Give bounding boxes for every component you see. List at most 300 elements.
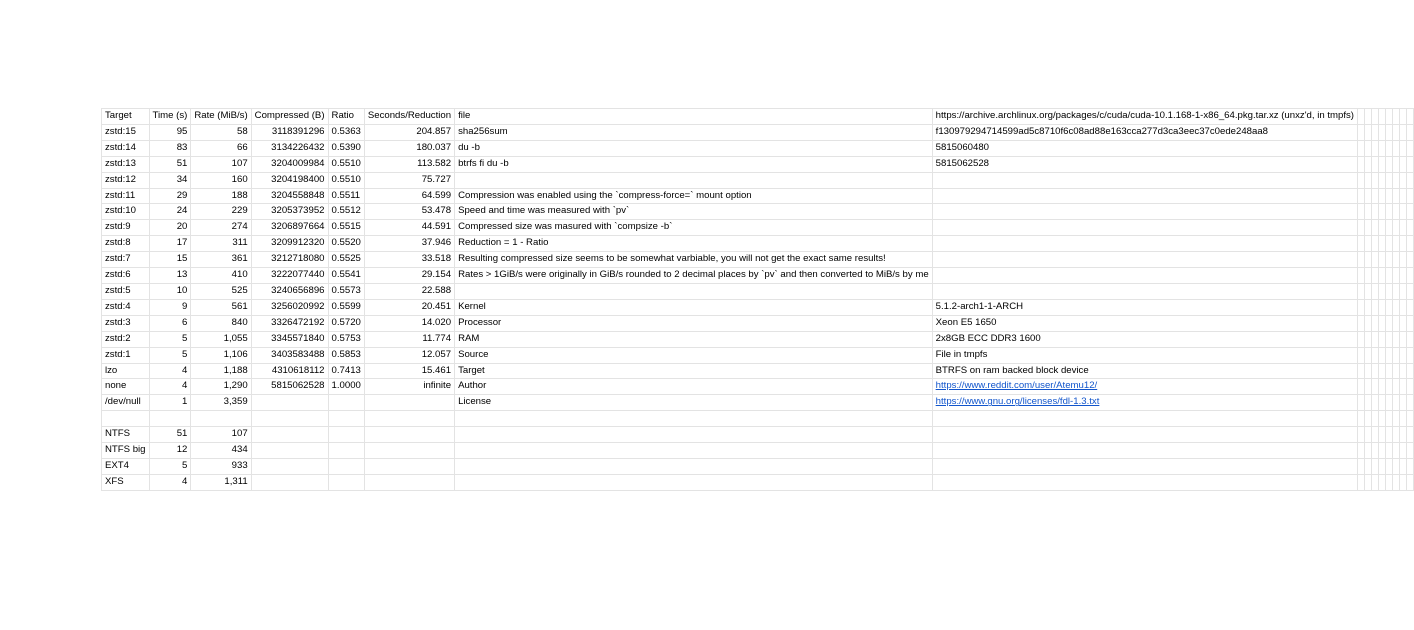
empty-cell[interactable] — [1406, 109, 1413, 125]
info-value-cell[interactable]: https://archive.archlinux.org/packages/c/cuda/cuda-10.1.168-1-x86_64.pkg.tar.xz (unxz'd, in tmpfs) — [932, 109, 1357, 125]
empty-cell[interactable] — [1357, 109, 1364, 125]
empty-cell[interactable] — [1392, 188, 1399, 204]
data-cell[interactable]: 66 — [191, 140, 251, 156]
info-label-cell[interactable]: sha256sum — [455, 124, 933, 140]
info-value-cell[interactable]: Xeon E5 1650 — [932, 315, 1357, 331]
data-cell[interactable]: zstd:9 — [102, 220, 150, 236]
data-cell[interactable] — [328, 427, 364, 443]
empty-cell[interactable] — [1378, 443, 1385, 459]
data-cell[interactable]: 3204009984 — [251, 156, 328, 172]
empty-cell[interactable] — [455, 458, 933, 474]
data-cell[interactable]: 0.5390 — [328, 140, 364, 156]
data-cell[interactable]: 24 — [149, 204, 191, 220]
empty-cell[interactable] — [1406, 331, 1413, 347]
info-value-cell[interactable] — [932, 188, 1357, 204]
data-cell[interactable]: 1 — [149, 395, 191, 411]
data-cell[interactable]: 107 — [191, 427, 251, 443]
empty-cell[interactable] — [1399, 140, 1406, 156]
empty-cell[interactable] — [1406, 347, 1413, 363]
empty-cell[interactable] — [1385, 411, 1392, 427]
data-cell[interactable]: 4310618112 — [251, 363, 328, 379]
data-cell[interactable]: zstd:4 — [102, 299, 150, 315]
data-cell[interactable]: 0.5753 — [328, 331, 364, 347]
empty-cell[interactable] — [1406, 220, 1413, 236]
info-label-cell[interactable]: Author — [455, 379, 933, 395]
data-cell[interactable]: 4 — [149, 474, 191, 490]
empty-cell[interactable] — [1385, 458, 1392, 474]
data-cell[interactable] — [364, 411, 454, 427]
empty-cell[interactable] — [1371, 172, 1378, 188]
info-value-cell[interactable]: 5815060480 — [932, 140, 1357, 156]
data-cell[interactable]: 274 — [191, 220, 251, 236]
info-value-cell[interactable]: File in tmpfs — [932, 347, 1357, 363]
data-cell[interactable]: 37.946 — [364, 236, 454, 252]
info-label-cell[interactable]: Speed and time was measured with `pv` — [455, 204, 933, 220]
data-cell[interactable]: 1.0000 — [328, 379, 364, 395]
data-cell[interactable]: 3256020992 — [251, 299, 328, 315]
info-value-cell[interactable]: f130979294714599ad5c8710f6c08ad88e163cca277d3ca3eec37c0ede248aa8 — [932, 124, 1357, 140]
empty-cell[interactable] — [1385, 124, 1392, 140]
info-value-cell[interactable] — [932, 252, 1357, 268]
empty-cell[interactable] — [1406, 236, 1413, 252]
empty-cell[interactable] — [1371, 220, 1378, 236]
empty-cell[interactable] — [1392, 220, 1399, 236]
empty-cell[interactable] — [1385, 252, 1392, 268]
data-cell[interactable] — [364, 443, 454, 459]
empty-cell[interactable] — [1399, 220, 1406, 236]
empty-cell[interactable] — [1392, 411, 1399, 427]
empty-cell[interactable] — [455, 474, 933, 490]
empty-cell[interactable] — [1385, 172, 1392, 188]
empty-cell[interactable] — [1357, 252, 1364, 268]
empty-cell[interactable] — [1364, 124, 1371, 140]
empty-cell[interactable] — [1385, 331, 1392, 347]
empty-cell[interactable] — [1392, 427, 1399, 443]
empty-cell[interactable] — [1371, 140, 1378, 156]
data-cell[interactable]: 561 — [191, 299, 251, 315]
empty-cell[interactable] — [1364, 379, 1371, 395]
empty-cell[interactable] — [1406, 252, 1413, 268]
data-cell[interactable]: 3206897664 — [251, 220, 328, 236]
data-cell[interactable]: 229 — [191, 204, 251, 220]
empty-cell[interactable] — [1392, 331, 1399, 347]
empty-cell[interactable] — [1364, 299, 1371, 315]
empty-cell[interactable] — [1378, 458, 1385, 474]
info-label-cell[interactable]: btrfs fi du -b — [455, 156, 933, 172]
empty-cell[interactable] — [1399, 427, 1406, 443]
empty-cell[interactable] — [1371, 156, 1378, 172]
empty-cell[interactable] — [1392, 379, 1399, 395]
info-label-cell[interactable]: RAM — [455, 331, 933, 347]
data-cell[interactable] — [328, 458, 364, 474]
info-label-cell[interactable]: Compression was enabled using the `compress-force=` mount option — [455, 188, 933, 204]
data-cell[interactable]: 0.5510 — [328, 156, 364, 172]
empty-cell[interactable] — [1378, 140, 1385, 156]
data-cell[interactable]: 0.5541 — [328, 268, 364, 284]
empty-cell[interactable] — [1371, 379, 1378, 395]
data-cell[interactable]: 3240656896 — [251, 283, 328, 299]
empty-cell[interactable] — [1357, 283, 1364, 299]
empty-cell[interactable] — [1364, 220, 1371, 236]
data-cell[interactable]: 3212718080 — [251, 252, 328, 268]
data-cell[interactable]: 53.478 — [364, 204, 454, 220]
empty-cell[interactable] — [1392, 204, 1399, 220]
data-cell[interactable]: 1,055 — [191, 331, 251, 347]
empty-cell[interactable] — [1385, 427, 1392, 443]
empty-cell[interactable] — [1392, 236, 1399, 252]
info-label-cell[interactable]: Reduction = 1 - Ratio — [455, 236, 933, 252]
data-cell[interactable]: zstd:2 — [102, 331, 150, 347]
data-cell[interactable]: 1,188 — [191, 363, 251, 379]
info-label-cell[interactable] — [455, 283, 933, 299]
empty-cell[interactable] — [1357, 427, 1364, 443]
data-cell[interactable]: 434 — [191, 443, 251, 459]
empty-cell[interactable] — [932, 411, 1357, 427]
data-cell[interactable] — [251, 411, 328, 427]
data-cell[interactable]: 34 — [149, 172, 191, 188]
info-value-cell[interactable] — [932, 268, 1357, 284]
data-cell[interactable] — [191, 411, 251, 427]
empty-cell[interactable] — [1357, 395, 1364, 411]
data-cell[interactable]: 3118391296 — [251, 124, 328, 140]
empty-cell[interactable] — [1364, 283, 1371, 299]
empty-cell[interactable] — [1399, 268, 1406, 284]
data-cell[interactable]: 113.582 — [364, 156, 454, 172]
empty-cell[interactable] — [1364, 236, 1371, 252]
empty-cell[interactable] — [1378, 268, 1385, 284]
info-label-cell[interactable]: Processor — [455, 315, 933, 331]
empty-cell[interactable] — [1406, 411, 1413, 427]
column-header-cell[interactable]: Target — [102, 109, 150, 125]
data-cell[interactable] — [364, 474, 454, 490]
empty-cell[interactable] — [1378, 379, 1385, 395]
empty-cell[interactable] — [1392, 474, 1399, 490]
data-cell[interactable]: 20.451 — [364, 299, 454, 315]
empty-cell[interactable] — [1406, 474, 1413, 490]
data-cell[interactable]: 0.5573 — [328, 283, 364, 299]
empty-cell[interactable] — [1385, 140, 1392, 156]
info-value-cell[interactable] — [932, 204, 1357, 220]
data-cell[interactable]: 15 — [149, 252, 191, 268]
empty-cell[interactable] — [1378, 315, 1385, 331]
empty-cell[interactable] — [1406, 140, 1413, 156]
empty-cell[interactable] — [1364, 268, 1371, 284]
empty-cell[interactable] — [1399, 315, 1406, 331]
empty-cell[interactable] — [1371, 427, 1378, 443]
empty-cell[interactable] — [1357, 140, 1364, 156]
empty-cell[interactable] — [1357, 188, 1364, 204]
data-cell[interactable]: 3,359 — [191, 395, 251, 411]
data-cell[interactable]: zstd:3 — [102, 315, 150, 331]
empty-cell[interactable] — [1385, 268, 1392, 284]
data-cell[interactable]: 0.5511 — [328, 188, 364, 204]
data-cell[interactable]: zstd:13 — [102, 156, 150, 172]
empty-cell[interactable] — [1392, 395, 1399, 411]
empty-cell[interactable] — [1392, 109, 1399, 125]
empty-cell[interactable] — [1399, 109, 1406, 125]
data-cell[interactable] — [251, 427, 328, 443]
data-cell[interactable]: 29 — [149, 188, 191, 204]
data-cell[interactable]: 44.591 — [364, 220, 454, 236]
empty-cell[interactable] — [1357, 331, 1364, 347]
data-cell[interactable]: 5 — [149, 347, 191, 363]
info-label-cell[interactable]: Resulting compressed size seems to be somewhat varbiable, you will not get the exact same results! — [455, 252, 933, 268]
data-cell[interactable] — [364, 458, 454, 474]
data-cell[interactable]: 933 — [191, 458, 251, 474]
empty-cell[interactable] — [1371, 458, 1378, 474]
empty-cell[interactable] — [1357, 474, 1364, 490]
data-cell[interactable]: NTFS big — [102, 443, 150, 459]
empty-cell[interactable] — [1364, 109, 1371, 125]
empty-cell[interactable] — [1378, 299, 1385, 315]
data-cell[interactable]: 1,290 — [191, 379, 251, 395]
empty-cell[interactable] — [1371, 443, 1378, 459]
data-cell[interactable]: 3403583488 — [251, 347, 328, 363]
empty-cell[interactable] — [1357, 220, 1364, 236]
empty-cell[interactable] — [932, 474, 1357, 490]
data-cell[interactable]: 410 — [191, 268, 251, 284]
empty-cell[interactable] — [1364, 188, 1371, 204]
empty-cell[interactable] — [1364, 443, 1371, 459]
empty-cell[interactable] — [1385, 109, 1392, 125]
empty-cell[interactable] — [1378, 188, 1385, 204]
info-link-cell[interactable] — [932, 379, 1357, 395]
empty-cell[interactable] — [1371, 315, 1378, 331]
info-label-cell[interactable]: Rates > 1GiB/s were originally in GiB/s rounded to 2 decimal places by `pv` and then converted to MiB/s by me — [455, 268, 933, 284]
empty-cell[interactable] — [1392, 363, 1399, 379]
empty-cell[interactable] — [1378, 411, 1385, 427]
empty-cell[interactable] — [1392, 283, 1399, 299]
data-cell[interactable]: 13 — [149, 268, 191, 284]
info-label-cell[interactable]: Compressed size was masured with `compsize -b` — [455, 220, 933, 236]
empty-cell[interactable] — [1399, 172, 1406, 188]
column-header-cell[interactable]: Ratio — [328, 109, 364, 125]
empty-cell[interactable] — [1406, 204, 1413, 220]
data-cell[interactable]: zstd:7 — [102, 252, 150, 268]
empty-cell[interactable] — [1399, 443, 1406, 459]
empty-cell[interactable] — [1399, 124, 1406, 140]
data-cell[interactable]: 0.5525 — [328, 252, 364, 268]
empty-cell[interactable] — [1406, 188, 1413, 204]
empty-cell[interactable] — [1406, 443, 1413, 459]
empty-cell[interactable] — [1364, 204, 1371, 220]
empty-cell[interactable] — [1371, 124, 1378, 140]
data-cell[interactable]: 1,311 — [191, 474, 251, 490]
empty-cell[interactable] — [1392, 347, 1399, 363]
data-cell[interactable]: /dev/null — [102, 395, 150, 411]
data-cell[interactable]: 107 — [191, 156, 251, 172]
empty-cell[interactable] — [1385, 379, 1392, 395]
empty-cell[interactable] — [1399, 379, 1406, 395]
empty-cell[interactable] — [1357, 172, 1364, 188]
data-cell[interactable]: 0.5363 — [328, 124, 364, 140]
data-cell[interactable]: EXT4 — [102, 458, 150, 474]
data-cell[interactable]: 311 — [191, 236, 251, 252]
column-header-cell[interactable]: Compressed (B) — [251, 109, 328, 125]
empty-cell[interactable] — [1357, 299, 1364, 315]
empty-cell[interactable] — [1406, 363, 1413, 379]
data-cell[interactable]: 5815062528 — [251, 379, 328, 395]
data-cell[interactable]: 51 — [149, 427, 191, 443]
empty-cell[interactable] — [1406, 299, 1413, 315]
empty-cell[interactable] — [1378, 124, 1385, 140]
info-label-cell[interactable] — [455, 172, 933, 188]
data-cell[interactable]: 64.599 — [364, 188, 454, 204]
empty-cell[interactable] — [1399, 156, 1406, 172]
empty-cell[interactable] — [1392, 268, 1399, 284]
data-cell[interactable]: lzo — [102, 363, 150, 379]
data-cell[interactable]: 204.857 — [364, 124, 454, 140]
empty-cell[interactable] — [1364, 315, 1371, 331]
info-value-cell[interactable]: 2x8GB ECC DDR3 1600 — [932, 331, 1357, 347]
data-cell[interactable]: 0.5515 — [328, 220, 364, 236]
data-cell[interactable]: 0.5599 — [328, 299, 364, 315]
data-cell[interactable]: 9 — [149, 299, 191, 315]
empty-cell[interactable] — [1385, 220, 1392, 236]
data-cell[interactable]: zstd:1 — [102, 347, 150, 363]
empty-cell[interactable] — [1385, 236, 1392, 252]
empty-cell[interactable] — [1364, 252, 1371, 268]
empty-cell[interactable] — [1385, 443, 1392, 459]
empty-cell[interactable] — [1357, 379, 1364, 395]
data-cell[interactable] — [102, 411, 150, 427]
data-cell[interactable]: 3205373952 — [251, 204, 328, 220]
data-cell[interactable]: 0.5512 — [328, 204, 364, 220]
info-value-cell[interactable] — [932, 172, 1357, 188]
empty-cell[interactable] — [1399, 188, 1406, 204]
empty-cell[interactable] — [1364, 172, 1371, 188]
info-value-cell[interactable] — [932, 283, 1357, 299]
data-cell[interactable]: 95 — [149, 124, 191, 140]
info-label-cell[interactable]: Source — [455, 347, 933, 363]
info-value-cell[interactable]: 5815062528 — [932, 156, 1357, 172]
data-cell[interactable]: 525 — [191, 283, 251, 299]
data-cell[interactable]: 75.727 — [364, 172, 454, 188]
empty-cell[interactable] — [1399, 347, 1406, 363]
empty-cell[interactable] — [1364, 458, 1371, 474]
empty-cell[interactable] — [1385, 363, 1392, 379]
empty-cell[interactable] — [1385, 299, 1392, 315]
empty-cell[interactable] — [1399, 299, 1406, 315]
empty-cell[interactable] — [1371, 283, 1378, 299]
empty-cell[interactable] — [455, 427, 933, 443]
info-value-cell[interactable]: BTRFS on ram backed block device — [932, 363, 1357, 379]
empty-cell[interactable] — [1378, 236, 1385, 252]
empty-cell[interactable] — [1392, 172, 1399, 188]
empty-cell[interactable] — [1392, 443, 1399, 459]
empty-cell[interactable] — [1371, 252, 1378, 268]
empty-cell[interactable] — [1364, 363, 1371, 379]
data-cell[interactable] — [251, 474, 328, 490]
empty-cell[interactable] — [1364, 140, 1371, 156]
empty-cell[interactable] — [1378, 427, 1385, 443]
empty-cell[interactable] — [1378, 331, 1385, 347]
info-label-cell[interactable]: du -b — [455, 140, 933, 156]
empty-cell[interactable] — [1399, 236, 1406, 252]
empty-cell[interactable] — [1364, 156, 1371, 172]
column-header-cell[interactable]: Time (s) — [149, 109, 191, 125]
data-cell[interactable] — [328, 443, 364, 459]
empty-cell[interactable] — [1385, 156, 1392, 172]
data-cell[interactable]: 3134226432 — [251, 140, 328, 156]
empty-cell[interactable] — [1385, 283, 1392, 299]
empty-cell[interactable] — [1392, 458, 1399, 474]
data-cell[interactable]: 3326472192 — [251, 315, 328, 331]
data-cell[interactable]: 15.461 — [364, 363, 454, 379]
empty-cell[interactable] — [1357, 443, 1364, 459]
data-cell[interactable] — [328, 474, 364, 490]
empty-cell[interactable] — [1357, 204, 1364, 220]
empty-cell[interactable] — [1385, 474, 1392, 490]
data-cell[interactable]: zstd:11 — [102, 188, 150, 204]
data-cell[interactable] — [251, 458, 328, 474]
empty-cell[interactable] — [1378, 283, 1385, 299]
empty-cell[interactable] — [1378, 156, 1385, 172]
data-cell[interactable]: 188 — [191, 188, 251, 204]
data-cell[interactable]: 160 — [191, 172, 251, 188]
data-cell[interactable]: 6 — [149, 315, 191, 331]
info-link[interactable]: https://www.reddit.com/user/Atemu12/ — [935, 380, 1098, 392]
empty-cell[interactable] — [1357, 347, 1364, 363]
empty-cell[interactable] — [1392, 252, 1399, 268]
data-cell[interactable] — [364, 427, 454, 443]
empty-cell[interactable] — [1364, 427, 1371, 443]
empty-cell[interactable] — [1399, 395, 1406, 411]
empty-cell[interactable] — [1399, 474, 1406, 490]
data-cell[interactable]: 0.7413 — [328, 363, 364, 379]
data-cell[interactable]: zstd:8 — [102, 236, 150, 252]
data-cell[interactable] — [251, 443, 328, 459]
empty-cell[interactable] — [1406, 172, 1413, 188]
empty-cell[interactable] — [1371, 204, 1378, 220]
data-cell[interactable]: zstd:6 — [102, 268, 150, 284]
empty-cell[interactable] — [1371, 268, 1378, 284]
empty-cell[interactable] — [1378, 220, 1385, 236]
empty-cell[interactable] — [1392, 315, 1399, 331]
data-cell[interactable]: zstd:15 — [102, 124, 150, 140]
empty-cell[interactable] — [1371, 331, 1378, 347]
empty-cell[interactable] — [1399, 252, 1406, 268]
data-cell[interactable]: 0.5510 — [328, 172, 364, 188]
empty-cell[interactable] — [1406, 395, 1413, 411]
empty-cell[interactable] — [1371, 188, 1378, 204]
data-cell[interactable] — [149, 411, 191, 427]
empty-cell[interactable] — [1357, 236, 1364, 252]
empty-cell[interactable] — [1357, 156, 1364, 172]
empty-cell[interactable] — [1371, 411, 1378, 427]
data-cell[interactable]: 22.588 — [364, 283, 454, 299]
empty-cell[interactable] — [1364, 395, 1371, 411]
data-cell[interactable]: NTFS — [102, 427, 150, 443]
data-cell[interactable]: 11.774 — [364, 331, 454, 347]
empty-cell[interactable] — [1406, 124, 1413, 140]
empty-cell[interactable] — [1357, 124, 1364, 140]
empty-cell[interactable] — [1406, 283, 1413, 299]
empty-cell[interactable] — [1392, 299, 1399, 315]
data-cell[interactable] — [328, 395, 364, 411]
empty-cell[interactable] — [1364, 474, 1371, 490]
empty-cell[interactable] — [1378, 109, 1385, 125]
data-cell[interactable]: 3222077440 — [251, 268, 328, 284]
empty-cell[interactable] — [1371, 474, 1378, 490]
data-cell[interactable]: 4 — [149, 363, 191, 379]
data-cell[interactable]: 12 — [149, 443, 191, 459]
info-label-cell[interactable]: file — [455, 109, 933, 125]
empty-cell[interactable] — [1371, 363, 1378, 379]
data-cell[interactable]: 3204558848 — [251, 188, 328, 204]
empty-cell[interactable] — [1399, 411, 1406, 427]
data-cell[interactable]: 83 — [149, 140, 191, 156]
